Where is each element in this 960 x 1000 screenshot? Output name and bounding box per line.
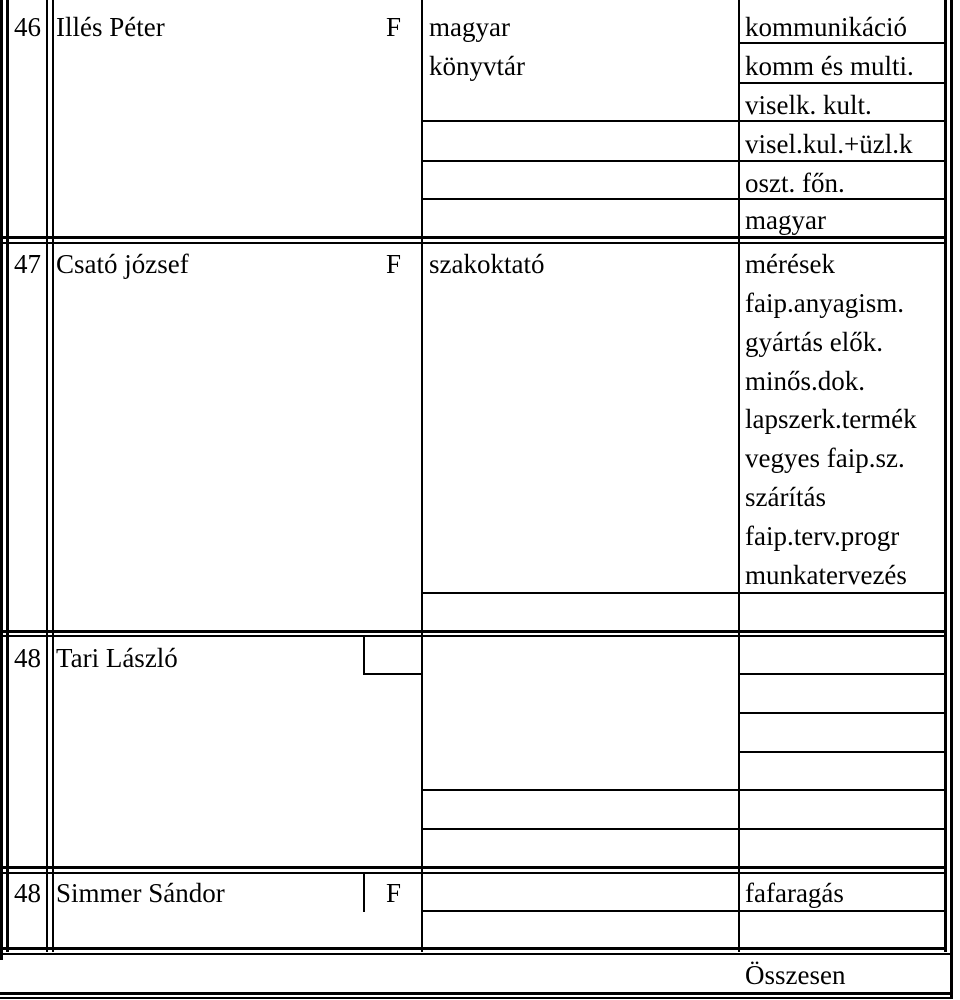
divider [738, 42, 946, 44]
subject: vegyes faip.sz. [745, 443, 905, 473]
row-number: 48 [14, 643, 41, 673]
divider [423, 160, 946, 162]
gender: F [386, 878, 402, 908]
gender-box-left-48b [363, 872, 365, 912]
role: magyar [429, 12, 510, 42]
row-separator-48-48b-2 [3, 872, 947, 874]
border-left-inner [6, 0, 9, 952]
role-col-left [421, 0, 423, 952]
subject: komm és multi. [745, 51, 914, 81]
subject: faip.anyagism. [745, 288, 904, 318]
divider [423, 592, 946, 594]
subject: minős.dok. [745, 366, 866, 396]
subject: faip.terv.progr [745, 521, 900, 551]
gender: F [386, 12, 402, 42]
staff-name: Simmer Sándor [56, 878, 225, 908]
subject: visel.kul.+üzl.k [745, 129, 913, 159]
gender: F [386, 249, 402, 279]
divider [738, 673, 946, 675]
subject: oszt. főn. [745, 168, 845, 198]
row-separator-46-47 [3, 236, 947, 239]
subject: magyar [745, 205, 826, 235]
gender-box-left-48 [363, 635, 365, 675]
row-separator-47-48 [3, 630, 947, 633]
divider [738, 751, 946, 753]
subject: fafaragás [745, 878, 844, 908]
subject: szárítás [745, 482, 826, 512]
border-right-inner [944, 0, 947, 952]
divider [423, 828, 946, 830]
footer-bottom [0, 992, 953, 995]
border-right-outer [950, 0, 953, 998]
row-number: 47 [14, 249, 41, 279]
row-separator-47-48b [3, 635, 947, 637]
staff-name: Csató józsef [56, 249, 189, 279]
divider [738, 82, 946, 84]
subject: lapszerk.termék [745, 404, 917, 434]
role: könyvtár [429, 51, 525, 81]
divider [738, 712, 946, 714]
row-number: 46 [14, 12, 41, 42]
num-col-separator [46, 0, 48, 952]
row-number: 48 [14, 878, 41, 908]
divider [423, 910, 946, 912]
subject: kommunikáció [745, 12, 907, 42]
table-bottom-2 [0, 953, 953, 955]
subject: viselk. kult. [745, 90, 872, 120]
staff-name: Tari László [56, 643, 178, 673]
role: szakoktató [429, 249, 545, 279]
subject: mérések [745, 249, 835, 279]
staff-name: Illés Péter [56, 12, 165, 42]
gender-box-bottom-48 [363, 673, 423, 675]
row-separator-46-47b [3, 242, 947, 244]
subject: gyártás elők. [745, 327, 883, 357]
divider [423, 198, 946, 200]
name-col-separator [52, 0, 54, 952]
role-col-right [738, 0, 740, 952]
subject: munkatervezés [745, 560, 907, 590]
row-separator-48-48b [3, 866, 947, 869]
table-bottom [3, 947, 947, 950]
divider [423, 789, 946, 791]
footer-bottom-2 [0, 997, 953, 999]
border-outer-left [0, 0, 3, 960]
divider [423, 120, 946, 122]
total-label: Összesen [745, 960, 846, 990]
